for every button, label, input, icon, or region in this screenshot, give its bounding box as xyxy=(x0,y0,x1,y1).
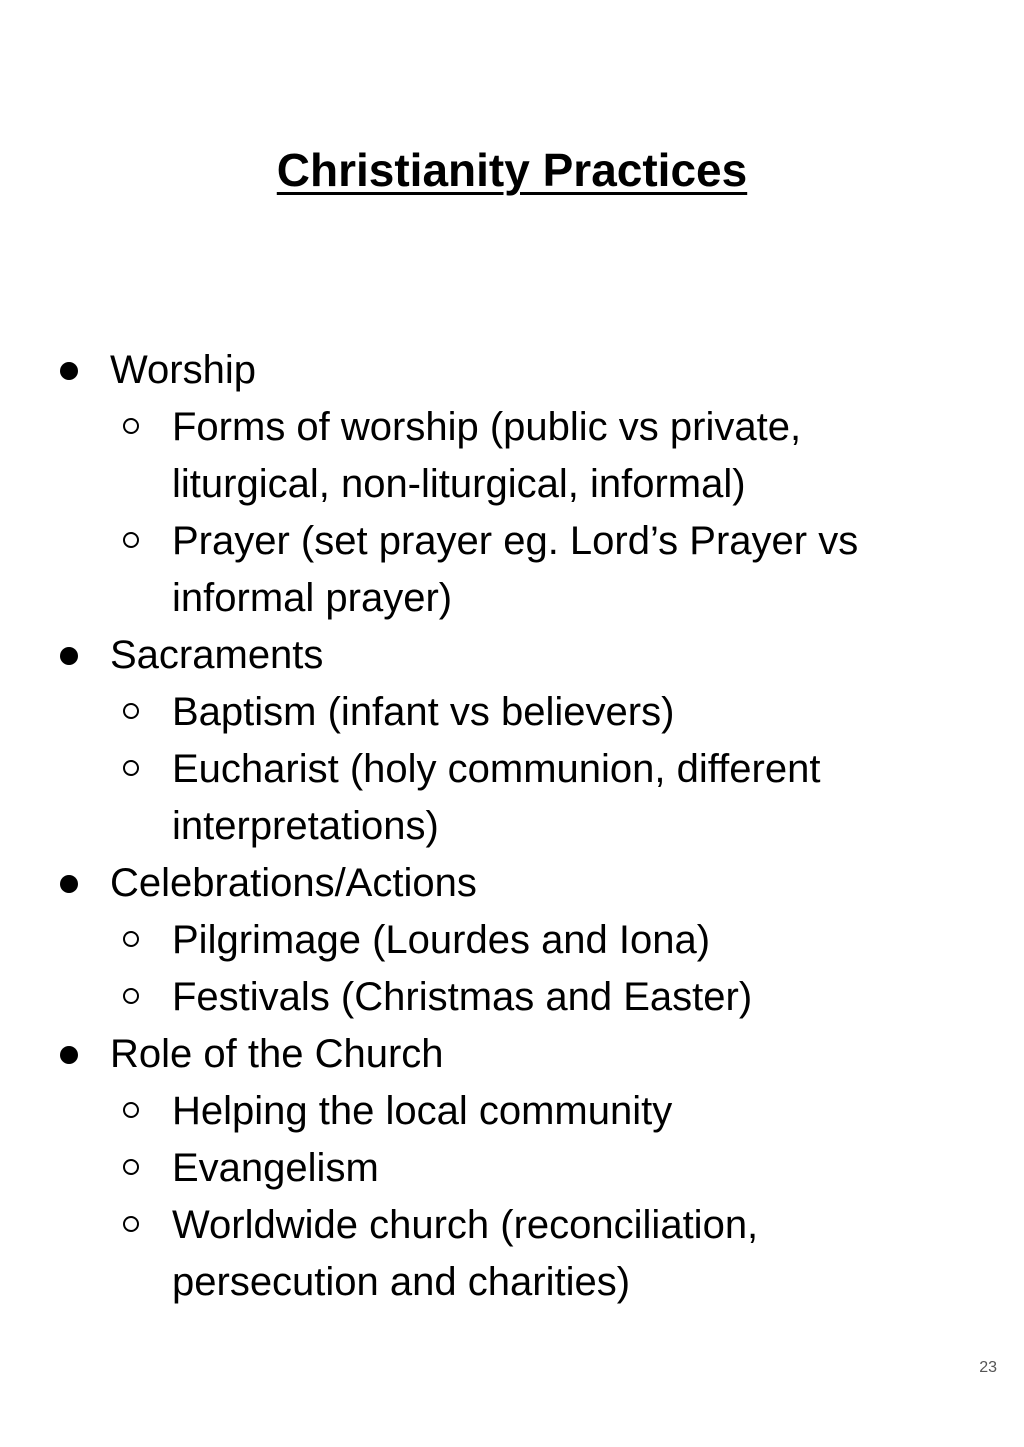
section-celebrations-actions xyxy=(0,855,1000,1026)
list-item xyxy=(110,969,912,1026)
list-item xyxy=(110,912,912,969)
hollow-bullet-icon xyxy=(123,418,139,434)
hollow-bullet-icon xyxy=(123,1102,139,1118)
hollow-bullet-icon xyxy=(123,988,139,1004)
list-item xyxy=(110,1197,912,1311)
list-item xyxy=(110,1140,912,1197)
page-title: Christianity Practices xyxy=(276,144,748,196)
list-item xyxy=(110,684,912,741)
list-item xyxy=(110,399,912,513)
list-item-text: Evangelism xyxy=(172,1146,379,1190)
sub-list xyxy=(110,912,1000,1026)
list-item-text: Prayer (set prayer eg. Lord’s Prayer vs informal prayer) xyxy=(172,519,859,620)
filled-bullet-icon xyxy=(60,362,78,380)
list-item-text: Forms of worship (public vs private, liturgical, non-liturgical, informal) xyxy=(172,405,802,506)
filled-bullet-icon xyxy=(60,1046,78,1064)
topic-outline xyxy=(0,342,1000,1311)
list-item-text: Worldwide church (reconciliation, persecution and charities) xyxy=(172,1203,759,1304)
hollow-bullet-icon xyxy=(123,1216,139,1232)
section-label: Role of the Church xyxy=(110,1032,444,1076)
section-sacraments xyxy=(0,627,1000,855)
list-item xyxy=(110,1083,912,1140)
sub-list xyxy=(110,684,1000,855)
hollow-bullet-icon xyxy=(123,532,139,548)
filled-bullet-icon xyxy=(60,875,78,893)
filled-bullet-icon xyxy=(60,647,78,665)
hollow-bullet-icon xyxy=(123,703,139,719)
list-item-text: Pilgrimage (Lourdes and Iona) xyxy=(172,918,711,962)
section-role-of-the-church xyxy=(0,1026,1000,1311)
sub-list xyxy=(110,399,1000,627)
list-item-text: Helping the local community xyxy=(172,1089,673,1133)
section-worship xyxy=(0,342,1000,627)
hollow-bullet-icon xyxy=(123,931,139,947)
section-label: Celebrations/Actions xyxy=(110,861,477,905)
list-item-text: Festivals (Christmas and Easter) xyxy=(172,975,753,1019)
list-item-text: Baptism (infant vs believers) xyxy=(172,690,675,734)
page-number: 23 xyxy=(979,1359,997,1376)
list-item xyxy=(110,741,912,855)
sub-list xyxy=(110,1083,1000,1311)
section-label: Sacraments xyxy=(110,633,324,677)
hollow-bullet-icon xyxy=(123,1159,139,1175)
hollow-bullet-icon xyxy=(123,760,139,776)
list-item xyxy=(110,513,912,627)
list-item-text: Eucharist (holy communion, different interpretations) xyxy=(172,747,821,848)
section-label: Worship xyxy=(110,348,256,392)
